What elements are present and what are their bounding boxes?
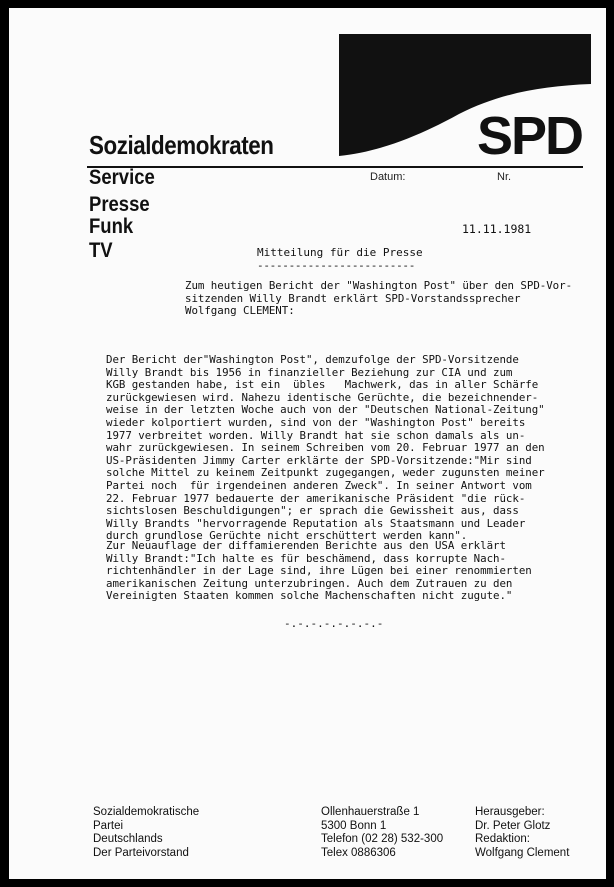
service-label: Service bbox=[89, 166, 155, 189]
spd-logo-text: SPD bbox=[477, 106, 583, 162]
footer-mid-line: Telex 0886306 bbox=[321, 846, 396, 859]
media-presse: Presse bbox=[89, 193, 150, 216]
end-divider: -.-.-.-.-.-.-.- bbox=[284, 617, 384, 630]
press-release-page bbox=[9, 8, 606, 879]
footer-right-line: Herausgeber: bbox=[475, 806, 545, 818]
footer-left-line: Der Parteivorstand bbox=[93, 846, 189, 859]
footer-left-line: Sozialdemokratische bbox=[93, 806, 200, 818]
footer-left-line: Partei bbox=[93, 819, 124, 832]
footer-publisher bbox=[93, 806, 199, 860]
footer-address bbox=[321, 806, 443, 860]
footer-right-line: Wolfgang Clement bbox=[475, 846, 570, 859]
title-underline: ------------------------- bbox=[257, 259, 416, 272]
footer-right-line: Redaktion: bbox=[475, 833, 530, 846]
footer-mid-line: 5300 Bonn 1 bbox=[321, 819, 387, 832]
footer-editors bbox=[475, 806, 569, 860]
footer-mid-line: Telefon (02 28) 532-300 bbox=[321, 833, 444, 846]
document-title: Mitteilung für die Presse bbox=[257, 246, 423, 259]
brand-name: Sozialdemokraten bbox=[89, 130, 274, 160]
body-paragraph-1: Der Bericht der"Washington Post", demzufolge der SPD-Vorsitzende Willy Brandt bis 1956 in finanzieller Beziehung zur CIA und zum KGB gestanden habe, ist ein übles Machwerk, das in aller Schärfe zurückgewiesen wird. Nahezu identische Gerüchte, die bezeichnender- weise in der letzten Woche auch von der "Deutschen National-Zeitung" wieder kolportiert wurden, sind von der "Washington Post" bereits 1977 verbreitet worden. Willy Brandt hat sie schon damals als un- wahr zurückgewiesen. In seinem Schreiben vom 20. Februar 1977 an den US-Präsidenten Jimmy Carter erklärte der SPD-Vorsitzende:"Mir sind solche Mittel zu keinem Zeitpunkt zugegangen, weder zugunsten meiner Partei noch für irgendeinen anderen Zweck". In seiner Antwort vom 22. Februar 1977 bedauerte der amerikanische Präsident "die rück- sichtslosen Beschuldigungen"; er sprach die Gewissheit aus, dass Willy Brandts "hervorragende Reputation als Staatsmann und Leader durch grundlose Gerüchte nicht erschüttert werden kann". bbox=[106, 353, 545, 543]
footer-mid-line: Ollenhauerstraße 1 bbox=[321, 806, 420, 818]
number-field-label: Nr. bbox=[497, 171, 512, 183]
spd-logo bbox=[339, 34, 591, 162]
intro-paragraph: Zum heutigen Bericht der "Washington Post" über den SPD-Vor- sitzenden Willy Brandt erklärt SPD-Vorstandssprecher Wolfgang CLEMENT: bbox=[185, 279, 573, 318]
body-paragraph-2: Zur Neuauflage der diffamierenden Berichte aus den USA erklärt Willy Brandt:"Ich halte es für beschämend, dass korrupte Nach- richtenhändler in der Lage sind, ihre Lügen bei einer renommierten amerikanischen Zeitung unterzubringen. Auch dem Zutrauen zu den Vereinigten Staaten kommen solche Machenschaften nicht zugute." bbox=[106, 539, 532, 603]
media-funk: Funk bbox=[89, 215, 134, 238]
footer-left-line: Deutschlands bbox=[93, 833, 163, 846]
media-tv: TV bbox=[89, 239, 113, 262]
date-field-label: Datum: bbox=[370, 171, 406, 183]
header-rule bbox=[87, 166, 583, 168]
document-date: 11.11.1981 bbox=[462, 222, 532, 236]
footer-right-line: Dr. Peter Glotz bbox=[475, 819, 551, 832]
